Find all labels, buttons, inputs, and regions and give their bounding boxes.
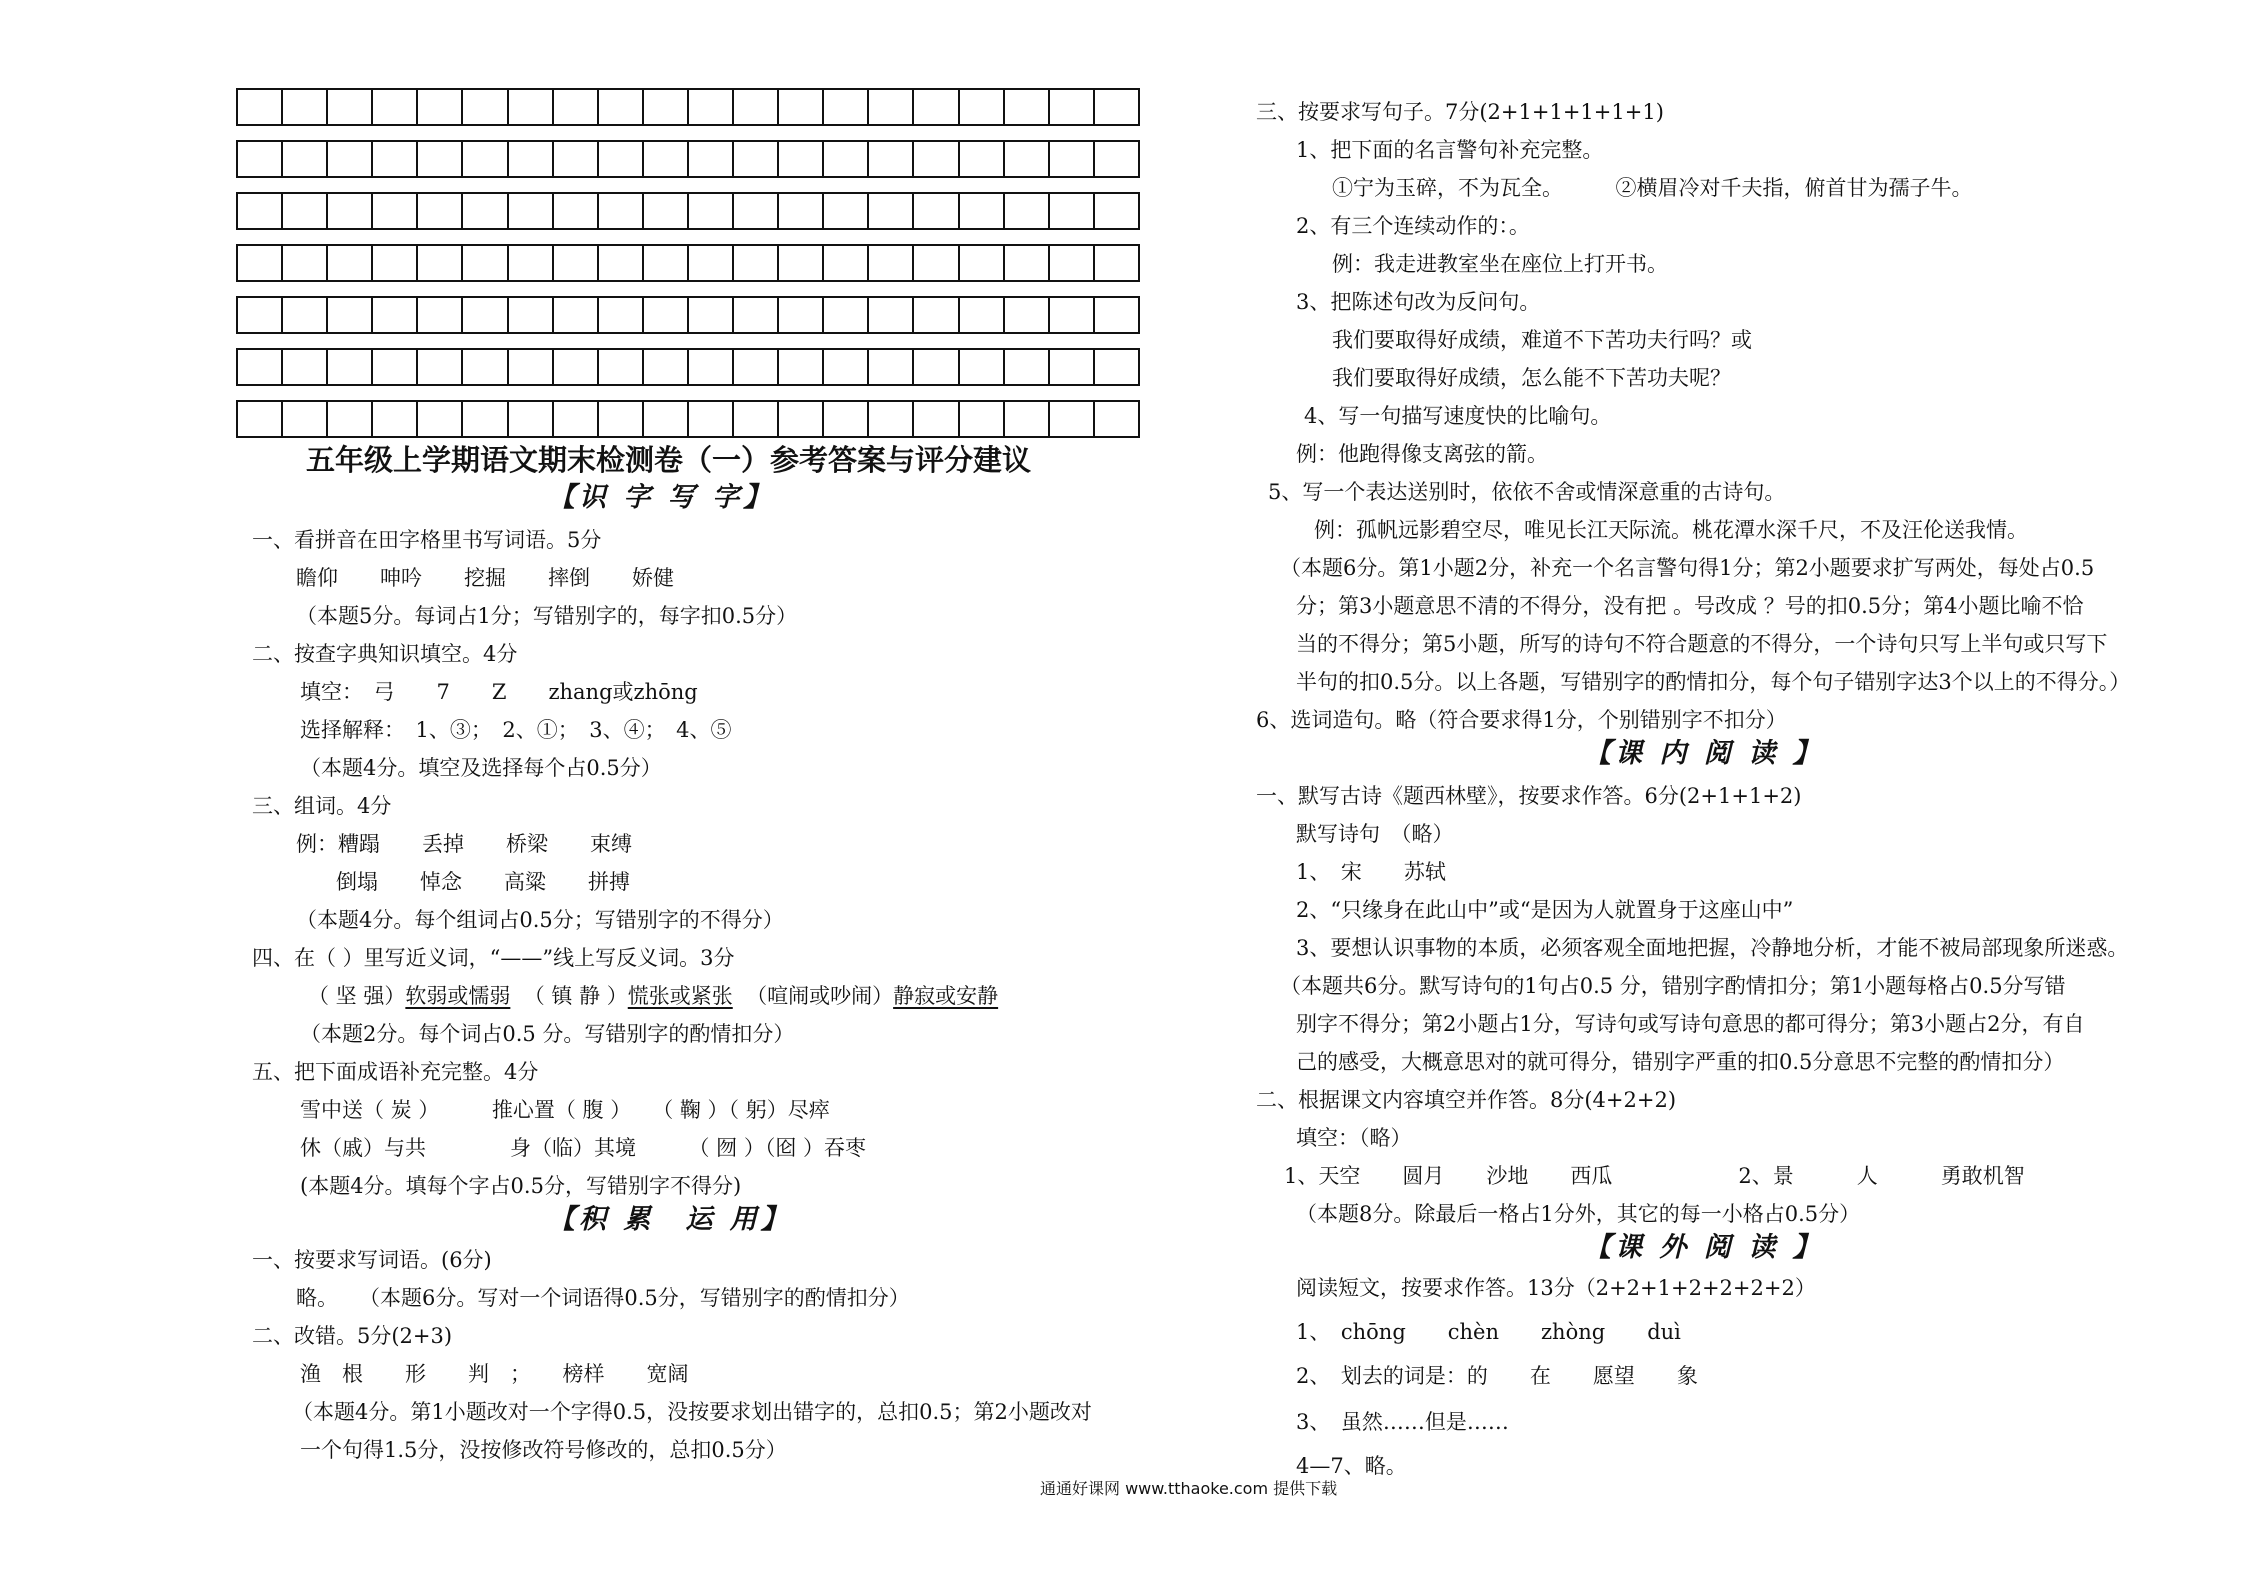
- grid-cell: [599, 350, 644, 384]
- grid-cell: [734, 402, 779, 436]
- grid-cell: [960, 402, 1005, 436]
- grid-cell: [779, 90, 824, 124]
- answer-line: 4—7、略。: [1296, 1454, 1407, 1478]
- synonym-bracket: （ 镇 静 ）: [523, 984, 628, 1008]
- question-heading: 一、默写古诗《题西林壁》，按要求作答。6分(2+1+1+2): [1256, 784, 1802, 808]
- grid-cell: [509, 350, 554, 384]
- grid-cell: [914, 350, 959, 384]
- sub-question: 5、写一个表达送别时，依依不舍或情深意重的古诗句。: [1268, 480, 1786, 504]
- question-heading: 三、组词。4分: [252, 794, 392, 818]
- grid-cell: [644, 298, 689, 332]
- sub-question: 2、有三个连续动作的：。: [1296, 214, 1530, 238]
- grid-cell: [779, 350, 824, 384]
- grid-cell: [554, 298, 599, 332]
- grid-cell: [463, 194, 508, 228]
- answer-line: 1、天空 圆月 沙地 西瓜 2、景 人 勇敢机智: [1284, 1164, 2025, 1188]
- grid-cell: [328, 246, 373, 280]
- grid-cell: [1095, 194, 1138, 228]
- answer-line: 例：糟蹋 丢掉 桥梁 束缚: [296, 832, 632, 856]
- grid-cell: [1050, 402, 1095, 436]
- grid-cell: [960, 246, 1005, 280]
- grid-cell: [283, 402, 328, 436]
- grid-cell: [734, 246, 779, 280]
- grid-cell: [1050, 246, 1095, 280]
- grid-cell: [599, 194, 644, 228]
- answer-line: 填空：（略）: [1296, 1126, 1412, 1150]
- scoring-note: （本题4分。第1小题改对一个字得0.5，没按要求划出错字的，总扣0.5；第2小题改对: [292, 1400, 1092, 1424]
- grid-cell: [779, 298, 824, 332]
- scoring-note: （本题共6分。默写诗句的1句占0.5 分，错别字酌情扣分；第1小题每格占0.5分写错: [1280, 974, 2066, 998]
- grid-cell: [373, 350, 418, 384]
- grid-cell: [734, 194, 779, 228]
- grid-row: [236, 88, 1140, 126]
- grid-cell: [418, 246, 463, 280]
- answer-line: 例：孤帆远影碧空尽，唯见长江天际流。桃花潭水深千尺，不及汪伦送我情。: [1314, 518, 2028, 542]
- grid-cell: [509, 194, 554, 228]
- scoring-note: 别字不得分；第2小题占1分，写诗句或写诗句意思的都可得分；第3小题占2分，有自: [1296, 1012, 2085, 1036]
- question-heading: 一、按要求写词语。(6分): [252, 1248, 492, 1272]
- grid-cell: [1095, 402, 1138, 436]
- grid-cell: [373, 402, 418, 436]
- answer-line: 雪中送（ 炭 ） 推心置（ 腹 ） （ 鞠 ）（ 躬）尽瘁: [300, 1098, 830, 1122]
- answer-line: 选择解释： 1、③； 2、①； 3、④； 4、⑤: [300, 718, 732, 742]
- grid-cell: [1005, 350, 1050, 384]
- answer-line: [308, 982, 998, 1010]
- synonym-bracket: （ 坚 强）: [308, 984, 406, 1008]
- grid-cell: [779, 194, 824, 228]
- grid-cell: [238, 246, 283, 280]
- grid-cell: [418, 142, 463, 176]
- scoring-note: （本题4分。每个组词占0.5分；写错别字的不得分）: [296, 908, 784, 932]
- grid-cell: [689, 194, 734, 228]
- grid-cell: [418, 402, 463, 436]
- grid-cell: [238, 90, 283, 124]
- grid-cell: [914, 194, 959, 228]
- grid-cell: [734, 90, 779, 124]
- scoring-note: 半句的扣0.5分。以上各题，写错别字的酌情扣分，每个句子错别字达3个以上的不得分。）: [1296, 670, 2131, 694]
- grid-cell: [373, 194, 418, 228]
- antonym-answer: 软弱或懦弱: [405, 984, 511, 1008]
- grid-cell: [779, 142, 824, 176]
- grid-cell: [779, 402, 824, 436]
- writing-grid: [236, 88, 1140, 438]
- grid-cell: [599, 90, 644, 124]
- grid-cell: [1050, 298, 1095, 332]
- grid-row: [236, 296, 1140, 334]
- grid-cell: [1005, 194, 1050, 228]
- grid-cell: [1050, 350, 1095, 384]
- grid-cell: [689, 90, 734, 124]
- grid-cell: [644, 194, 689, 228]
- scoring-note: （本题6分。第1小题2分，补充一个名言警句得1分；第2小题要求扩写两处，每处占0.5: [1280, 556, 2095, 580]
- grid-cell: [1005, 402, 1050, 436]
- grid-cell: [824, 194, 869, 228]
- grid-cell: [463, 402, 508, 436]
- grid-cell: [463, 246, 508, 280]
- grid-row: [236, 348, 1140, 386]
- scoring-note: 当的不得分；第5小题，所写的诗句不符合题意的不得分，一个诗句只写上半句或只写下: [1296, 632, 2108, 656]
- grid-cell: [1050, 90, 1095, 124]
- scoring-note: (本题4分。填每个字占0.5分，写错别字不得分): [300, 1174, 742, 1198]
- grid-cell: [1005, 90, 1050, 124]
- grid-row: [236, 400, 1140, 438]
- grid-cell: [328, 298, 373, 332]
- answer-line: 例：他跑得像支离弦的箭。: [1296, 442, 1548, 466]
- grid-cell: [869, 142, 914, 176]
- grid-row: [236, 244, 1140, 282]
- grid-cell: [914, 298, 959, 332]
- grid-cell: [418, 298, 463, 332]
- question-heading: 四、在（ ）里写近义词，“——”线上写反义词。3分: [252, 946, 735, 970]
- grid-cell: [869, 246, 914, 280]
- answer-line: 2、 划去的词是：的 在 愿望 象: [1296, 1364, 1698, 1388]
- grid-cell: [418, 350, 463, 384]
- synonym-bracket: （喧闹或吵闹）: [746, 984, 894, 1008]
- answer-line: 填空： 弓 7 Z zhang或zhōng: [300, 680, 698, 704]
- grid-cell: [689, 246, 734, 280]
- grid-cell: [1095, 90, 1138, 124]
- grid-cell: [463, 90, 508, 124]
- grid-cell: [373, 90, 418, 124]
- grid-cell: [373, 142, 418, 176]
- grid-cell: [960, 298, 1005, 332]
- answer-line: 3、 虽然……但是……: [1296, 1410, 1509, 1434]
- grid-cell: [644, 246, 689, 280]
- grid-cell: [463, 298, 508, 332]
- grid-cell: [1050, 142, 1095, 176]
- scoring-note: 一个句得1.5分，没按修改符号修改的，总扣0.5分）: [300, 1438, 787, 1462]
- grid-cell: [328, 142, 373, 176]
- grid-cell: [373, 246, 418, 280]
- grid-cell: [509, 298, 554, 332]
- antonym-answer: 静寂或安静: [893, 984, 999, 1008]
- answer-line: 休（戚）与共 身（临）其境 （ 囫 ）（囵 ）吞枣: [300, 1136, 867, 1160]
- answer-line: 1、 chōng chèn zhòng duì: [1296, 1320, 1681, 1344]
- question-heading: 二、根据课文内容填空并作答。8分(4+2+2): [1256, 1088, 1677, 1112]
- scoring-note: （本题4分。填空及选择每个占0.5分）: [300, 756, 662, 780]
- grid-cell: [509, 142, 554, 176]
- grid-cell: [914, 142, 959, 176]
- grid-cell: [734, 350, 779, 384]
- grid-cell: [554, 350, 599, 384]
- grid-cell: [599, 402, 644, 436]
- footer-source: 通通好课网 www.tthaoke.com 提供下载: [1040, 1479, 1338, 1498]
- grid-cell: [509, 246, 554, 280]
- grid-cell: [960, 90, 1005, 124]
- grid-cell: [734, 298, 779, 332]
- answer-line: 瞻仰 呻吟 挖掘 摔倒 娇健: [296, 566, 674, 590]
- grid-cell: [328, 402, 373, 436]
- sub-question: 1、把下面的名言警句补充完整。: [1296, 138, 1604, 162]
- grid-cell: [960, 350, 1005, 384]
- grid-cell: [914, 90, 959, 124]
- grid-cell: [238, 402, 283, 436]
- grid-cell: [824, 350, 869, 384]
- grid-cell: [1095, 246, 1138, 280]
- section-heading-shizi: 【识 字 写 字】: [548, 482, 775, 513]
- grid-cell: [418, 194, 463, 228]
- grid-cell: [509, 90, 554, 124]
- grid-cell: [824, 90, 869, 124]
- grid-row: [236, 140, 1140, 178]
- answer-line: 1、 宋 苏轼: [1296, 860, 1446, 884]
- grid-cell: [689, 402, 734, 436]
- grid-cell: [644, 402, 689, 436]
- answer-line: 我们要取得好成绩，怎么能不下苦功夫呢？: [1332, 366, 1731, 390]
- page-title: 五年级上学期语文期末检测卷（一）参考答案与评分建议: [306, 443, 1032, 477]
- grid-cell: [960, 194, 1005, 228]
- grid-cell: [373, 298, 418, 332]
- grid-cell: [554, 246, 599, 280]
- grid-cell: [509, 402, 554, 436]
- grid-row: [236, 192, 1140, 230]
- grid-cell: [824, 402, 869, 436]
- sub-question: 3、把陈述句改为反问句。: [1296, 290, 1541, 314]
- grid-cell: [328, 350, 373, 384]
- grid-cell: [914, 246, 959, 280]
- grid-cell: [689, 298, 734, 332]
- answer-line: 我们要取得好成绩，难道不下苦功夫行吗？或: [1332, 328, 1752, 352]
- grid-cell: [599, 246, 644, 280]
- grid-cell: [644, 90, 689, 124]
- question-heading: 二、改错。5分(2+3): [252, 1324, 453, 1348]
- grid-cell: [869, 350, 914, 384]
- grid-cell: [869, 194, 914, 228]
- grid-cell: [554, 90, 599, 124]
- grid-cell: [238, 350, 283, 384]
- grid-cell: [328, 90, 373, 124]
- question-heading: 一、看拼音在田字格里书写词语。5分: [252, 528, 602, 552]
- grid-cell: [554, 194, 599, 228]
- grid-cell: [599, 298, 644, 332]
- grid-cell: [734, 142, 779, 176]
- scoring-note: 分；第3小题意思不清的不得分，没有把 。号改成 ？号的扣0.5分；第4小题比喻不恰: [1296, 594, 2084, 618]
- grid-cell: [418, 90, 463, 124]
- grid-cell: [463, 350, 508, 384]
- grid-cell: [824, 246, 869, 280]
- grid-cell: [1095, 298, 1138, 332]
- grid-cell: [644, 350, 689, 384]
- grid-cell: [328, 194, 373, 228]
- grid-cell: [283, 142, 328, 176]
- grid-cell: [599, 142, 644, 176]
- section-heading-jilei: 【积 累 运 用】: [548, 1204, 792, 1235]
- grid-cell: [463, 142, 508, 176]
- answer-line: 渔 根 形 判 ； 榜样 宽阔: [300, 1362, 689, 1386]
- grid-cell: [283, 90, 328, 124]
- grid-cell: [689, 350, 734, 384]
- grid-cell: [1005, 298, 1050, 332]
- grid-cell: [238, 142, 283, 176]
- grid-cell: [283, 246, 328, 280]
- answer-line: 倒塌 悼念 高粱 拼搏: [336, 870, 630, 894]
- answer-line: 默写诗句 （略）: [1296, 822, 1454, 846]
- answer-line: ①宁为玉碎，不为瓦全。 ②横眉冷对千夫指，俯首甘为孺子牛。: [1332, 176, 1973, 200]
- grid-cell: [554, 402, 599, 436]
- section-heading-kewai: 【课 外 阅 读 】: [1584, 1232, 1824, 1263]
- grid-cell: [283, 350, 328, 384]
- section-heading-kenei: 【课 内 阅 读 】: [1584, 738, 1824, 769]
- question-heading: 阅读短文，按要求作答。13分（2+2+1+2+2+2+2）: [1296, 1276, 1816, 1300]
- question-heading: 三、按要求写句子。7分(2+1+1+1+1+1): [1256, 100, 1664, 124]
- scoring-note: 己的感受，大概意思对的就可得分，错别字严重的扣0.5分意思不完整的酌情扣分）: [1296, 1050, 2065, 1074]
- grid-cell: [238, 194, 283, 228]
- antonym-answer: 慌张或紧张: [627, 984, 733, 1008]
- grid-cell: [238, 298, 283, 332]
- grid-cell: [960, 142, 1005, 176]
- grid-cell: [1005, 246, 1050, 280]
- answer-line: 例：我走进教室坐在座位上打开书。: [1332, 252, 1668, 276]
- grid-cell: [644, 142, 689, 176]
- grid-cell: [869, 298, 914, 332]
- scoring-note: （本题5分。每词占1分；写错别字的，每字扣0.5分）: [296, 604, 798, 628]
- grid-cell: [554, 142, 599, 176]
- answer-line: 2、“只缘身在此山中”或“是因为人就置身于这座山中”: [1296, 898, 1794, 922]
- question-heading: 五、把下面成语补充完整。4分: [252, 1060, 539, 1084]
- grid-cell: [869, 402, 914, 436]
- grid-cell: [283, 194, 328, 228]
- scoring-note: （本题8分。除最后一格占1分外，其它的每一小格占0.5分）: [1296, 1202, 1861, 1226]
- grid-cell: [283, 298, 328, 332]
- sub-question: 4、写一句描写速度快的比喻句。: [1304, 404, 1612, 428]
- grid-cell: [869, 90, 914, 124]
- grid-cell: [1095, 350, 1138, 384]
- grid-cell: [824, 142, 869, 176]
- sub-question: 6、选词造句。略（符合要求得1分，个别错别字不扣分）: [1256, 708, 1787, 732]
- answer-line: 3、要想认识事物的本质，必须客观全面地把握，冷静地分析，才能不被局部现象所迷惑。: [1296, 936, 2129, 960]
- grid-cell: [914, 402, 959, 436]
- grid-cell: [689, 142, 734, 176]
- scoring-note: （本题2分。每个词占0.5 分。写错别字的酌情扣分）: [300, 1022, 795, 1046]
- grid-cell: [1005, 142, 1050, 176]
- grid-cell: [1050, 194, 1095, 228]
- answer-line: 略。 （本题6分。写对一个词语得0.5分，写错别字的酌情扣分）: [296, 1286, 910, 1310]
- grid-cell: [1095, 142, 1138, 176]
- question-heading: 二、按查字典知识填空。4分: [252, 642, 518, 666]
- grid-cell: [824, 298, 869, 332]
- grid-cell: [779, 246, 824, 280]
